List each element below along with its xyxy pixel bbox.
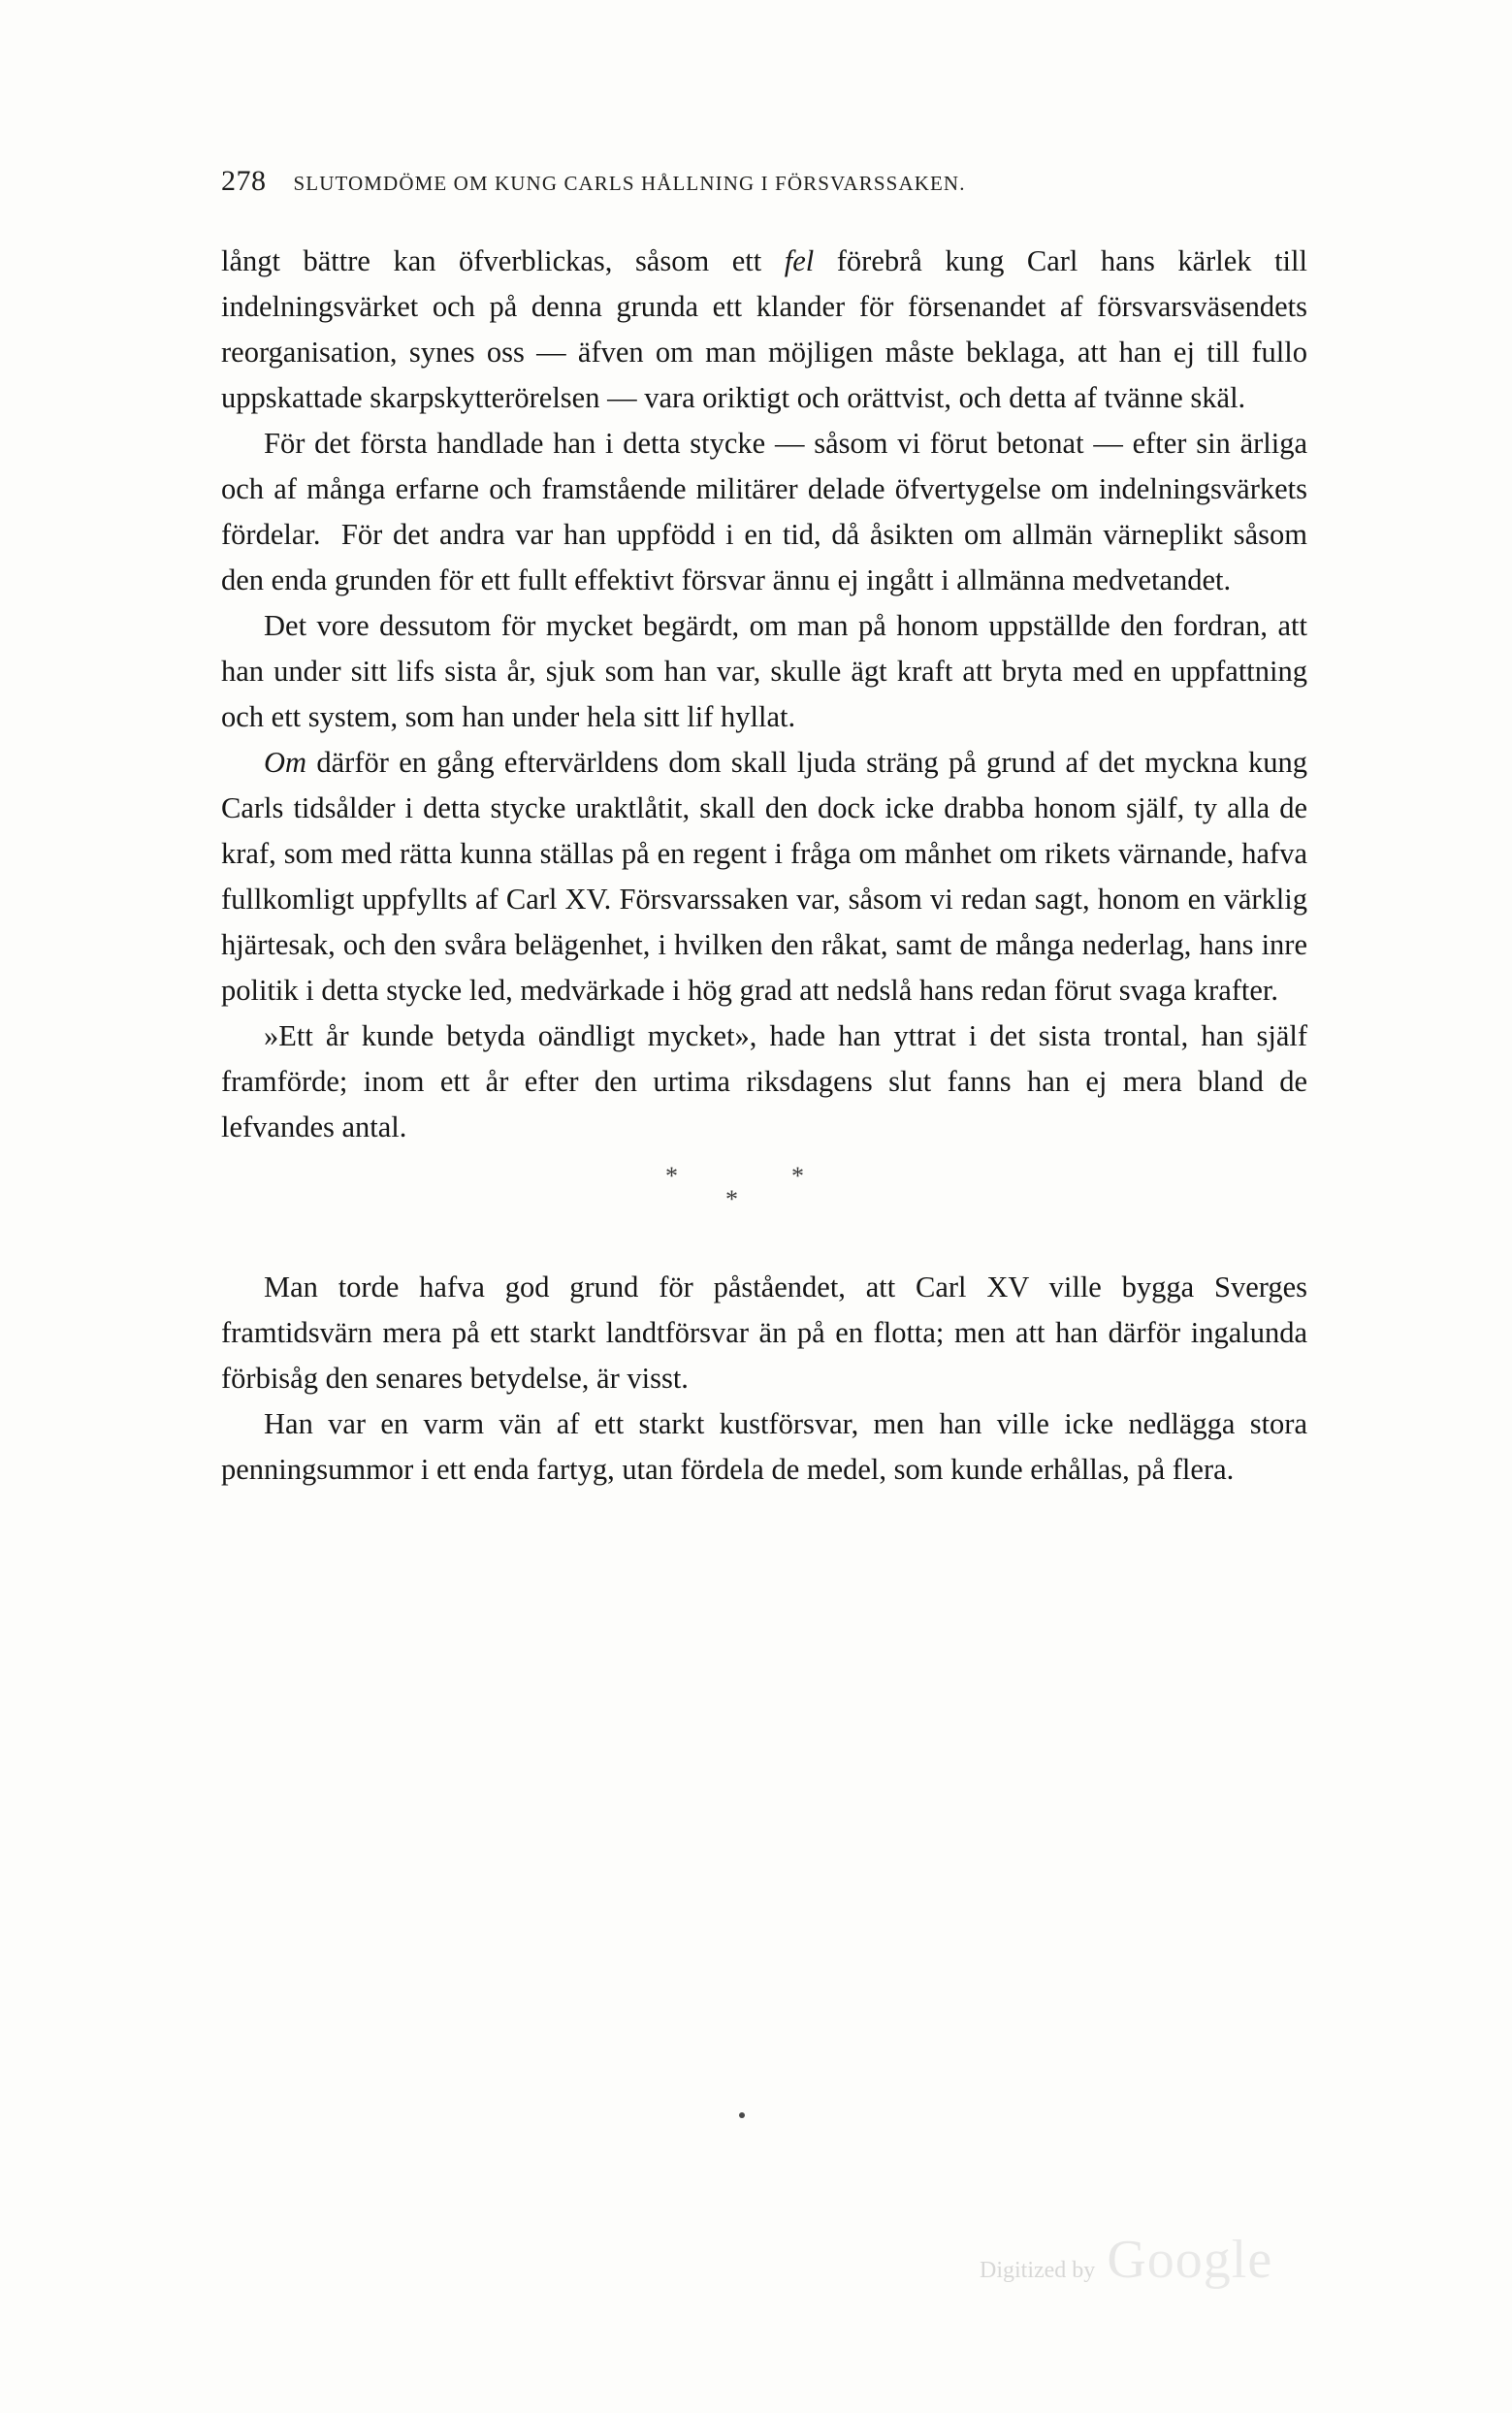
emphasis-fel: fel [784, 244, 815, 277]
paragraph-3: Det vore dessutom för mycket begärdt, om man på honom uppställde den fordran, att han under sitt lifs sista år, sjuk som han var, skulle ägt kraft att bryta med en uppfattning och ett system, som han under hela sitt lif hyllat. [221, 609, 1307, 733]
paragraph-2: För det första handlade han i detta stycke — såsom vi förut betonat — efter sin ärliga och af många erfarne och framstående militärer delade öfvertygelse om indelningsvärkets fördelar. För det andra var han uppfödd i en tid, då åsikten om allmän värneplikt såsom den enda grunden för ett fullt effektivt försvar ännu ej ingått i allmänna medvetandet. [221, 427, 1307, 596]
section-gap [221, 1232, 1307, 1265]
asterisk-right: * [791, 1162, 804, 1190]
page-content [221, 165, 1307, 1493]
page-header [221, 165, 1307, 198]
asterisk-middle: * [725, 1185, 738, 1213]
footer-dot [739, 2112, 745, 2118]
google-watermark [980, 2229, 1272, 2291]
paragraph-4: Om därför en gång eftervärldens dom skall ljuda sträng på grund af det myckna kung Carls tidsålder i detta stycke uraktlåtit, skall den dock icke drabba honom själf, ty alla de kraf, som med rätta kunna ställas på en regent i fråga om månhet om rikets värnande, hafva fullkomligt uppfyllts af Carl XV. Försvarssaken var, såsom vi redan sagt, honom en värklig hjärtesak, och den svåra belägenhet, i hvilken den råkat, samt de många nederlag, hans inre politik i detta stycke led, medvärkade i hög grad att nedslå hans redan förut svaga krafter. [221, 746, 1307, 1007]
watermark-prefix: Digitized by [980, 2258, 1096, 2283]
running-head: SLUTOMDÖME OM KUNG CARLS HÅLLNING I FÖRSVARSSAKEN. [293, 172, 966, 195]
section-break [221, 1156, 1307, 1232]
paragraph-1: långt bättre kan öfverblickas, såsom ett fel förebrå kung Carl hans kärlek till indelningsvärket och på denna grunda ett klander för försenandet af försvarsväsendets reorganisation, synes oss — äfven om man möjligen måste beklaga, att han ej till fullo uppskattade skarpskytterörelsen — vara oriktigt och orättvist, och detta af tvänne skäl. [221, 244, 1307, 414]
asterisk-left: * [665, 1162, 678, 1190]
watermark-brand: Google [1107, 2230, 1273, 2290]
paragraph-6: Man torde hafva god grund för påståendet, att Carl XV ville bygga Sverges framtidsvärn mera på ett starkt landtförsvar än på en flotta; men att han därför ingalunda förbisåg den senares betydelse, är visst. [221, 1271, 1307, 1395]
emphasis-om: Om [264, 746, 307, 779]
page-number: 278 [221, 165, 267, 197]
paragraph-7: Han var en varm vän af ett starkt kustförsvar, men han ville icke nedlägga stora penningsummor i ett enda fartyg, utan fördela de medel, som kunde erhållas, på flera. [221, 1407, 1307, 1486]
paragraph-5: »Ett år kunde betyda oändligt mycket», hade han yttrat i det sista trontal, han själf framförde; inom ett år efter den urtima riksdagens slut fanns han ej mera bland de lefvandes antal. [221, 1019, 1307, 1143]
